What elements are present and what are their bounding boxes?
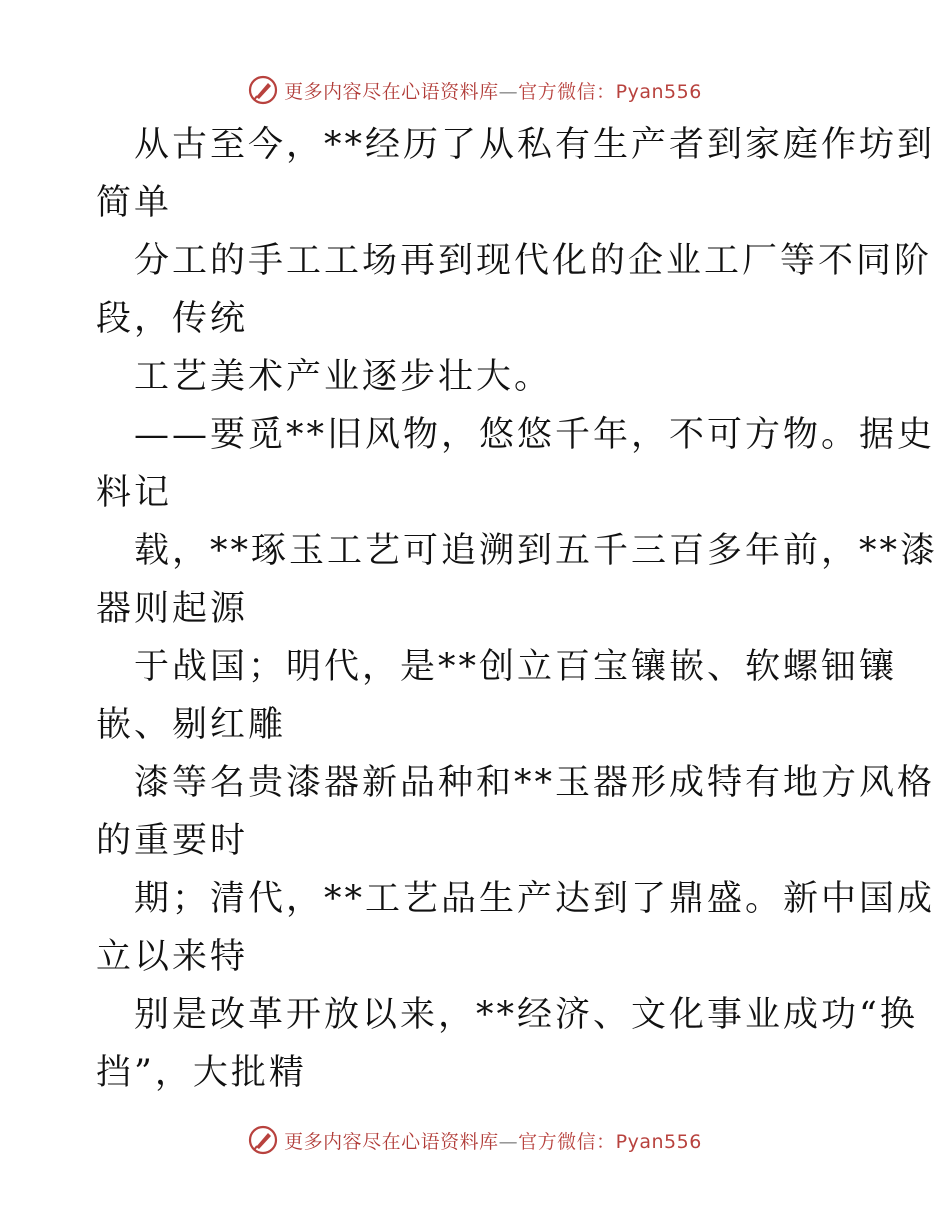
paragraph-line-2 — [96, 232, 933, 348]
header-watermark-text — [284, 77, 702, 104]
document-body — [96, 116, 939, 1102]
line-text: 从古至今，**经历了从私有生产者到家庭作坊到 — [134, 125, 936, 165]
line-text: 别是改革开放以来，**经济、文化事业成功“换 — [134, 995, 918, 1035]
line-text: 漆等名贵漆器新品种和**玉器形成特有地方风格 — [134, 763, 936, 803]
paragraph-line-1 — [96, 116, 936, 232]
line-wrap-text: 简单 — [96, 183, 173, 223]
paragraph-line-6 — [96, 638, 898, 754]
paragraph-line-8 — [96, 870, 936, 986]
paragraph-line-5 — [96, 522, 939, 638]
footer-watermark-account: 官方微信：Pyan556 — [518, 1130, 702, 1153]
footer-watermark-banner — [0, 1120, 950, 1160]
quill-logo-icon — [248, 1125, 278, 1155]
line-text: 期；清代，**工艺品生产达到了鼎盛。新中国成 — [134, 879, 936, 919]
paragraph-line-7 — [96, 754, 936, 870]
footer-watermark-main: 更多内容尽在心语资料库 — [284, 1130, 499, 1153]
quill-logo-icon — [248, 75, 278, 105]
header-watermark-banner — [0, 70, 950, 110]
paragraph-line-9 — [96, 986, 918, 1102]
footer-watermark-dash: — — [498, 1130, 519, 1153]
line-text: 工艺美术产业逐步壮大。 — [134, 357, 553, 397]
paragraph-line-4 — [96, 406, 936, 522]
line-text: 载，**琢玉工艺可追溯到五千三百多年前，**漆 — [134, 531, 939, 571]
line-text: 于战国；明代，是**创立百宝镶嵌、软螺钿镶 — [134, 647, 898, 687]
header-watermark-main: 更多内容尽在心语资料库 — [284, 80, 499, 103]
header-watermark-account: 官方微信：Pyan556 — [518, 80, 702, 103]
footer-watermark-text — [284, 1127, 702, 1154]
line-wrap-text: 挡”，大批精 — [96, 1053, 307, 1093]
line-text: 分工的手工工场再到现代化的企业工厂等不同阶 — [134, 241, 933, 281]
header-watermark-dash: — — [498, 80, 519, 103]
line-text: ——要觅**旧风物，悠悠千年，不可方物。据史 — [134, 415, 936, 455]
line-wrap-text: 的重要时 — [96, 821, 249, 861]
line-wrap-text: 器则起源 — [96, 589, 249, 629]
line-wrap-text: 段，传统 — [96, 299, 249, 339]
paragraph-line-3 — [96, 348, 856, 406]
line-wrap-text: 嵌、剔红雕 — [96, 705, 287, 745]
line-wrap-text: 料记 — [96, 473, 173, 513]
line-wrap-text: 立以来特 — [96, 937, 249, 977]
